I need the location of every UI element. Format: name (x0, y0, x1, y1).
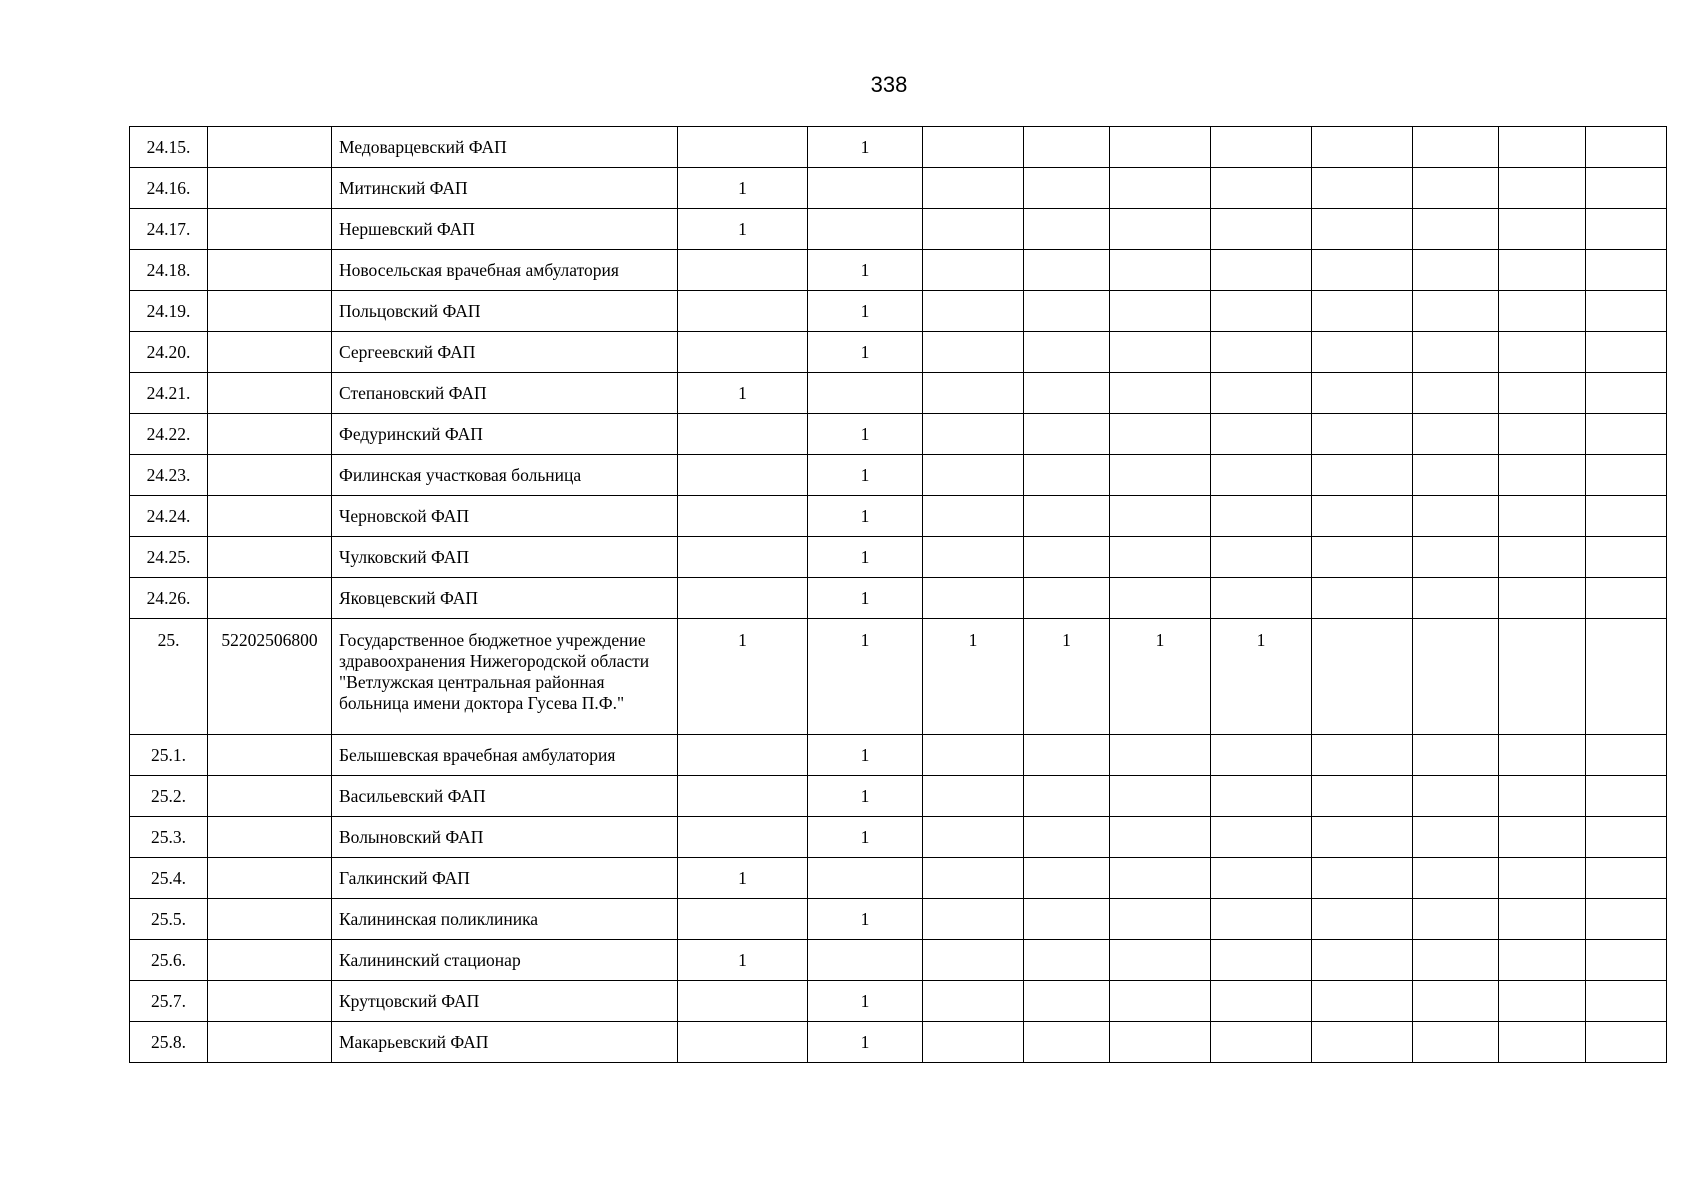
value-cell (1312, 776, 1413, 817)
value-cell (923, 940, 1024, 981)
table-row (130, 127, 1667, 168)
value-cell (923, 414, 1024, 455)
value-cell (1586, 414, 1667, 455)
value-cell: 1 (678, 168, 808, 209)
value-cell (678, 776, 808, 817)
value-cell (1499, 291, 1586, 332)
facility-name-cell: Государственное бюджетное учреждение здравоохранения Нижегородской области "Ветлужская центральная районная больница имени доктора Гусева П.Ф." (332, 619, 678, 735)
row-number-cell: 25.7. (130, 981, 208, 1022)
value-cell (1586, 127, 1667, 168)
value-cell (808, 209, 923, 250)
value-cell (1312, 209, 1413, 250)
row-number-cell: 24.20. (130, 332, 208, 373)
value-cell: 1 (808, 127, 923, 168)
table-row (130, 776, 1667, 817)
facility-name-cell: Волыновский ФАП (332, 817, 678, 858)
value-cell (923, 250, 1024, 291)
value-cell (1499, 1022, 1586, 1063)
value-cell (1110, 776, 1211, 817)
value-cell: 1 (808, 332, 923, 373)
value-cell (1110, 578, 1211, 619)
value-cell: 1 (678, 858, 808, 899)
value-cell: 1 (808, 817, 923, 858)
value-cell (1312, 1022, 1413, 1063)
org-code-cell (208, 209, 332, 250)
row-number-cell: 24.24. (130, 496, 208, 537)
value-cell (1413, 250, 1499, 291)
facility-name-cell: Сергеевский ФАП (332, 332, 678, 373)
value-cell (1211, 332, 1312, 373)
value-cell (1586, 817, 1667, 858)
value-cell (1312, 414, 1413, 455)
value-cell (923, 1022, 1024, 1063)
value-cell (1024, 250, 1110, 291)
value-cell (1413, 496, 1499, 537)
table-row (130, 858, 1667, 899)
facility-name-cell: Крутцовский ФАП (332, 981, 678, 1022)
value-cell (1110, 496, 1211, 537)
org-code-cell (208, 291, 332, 332)
value-cell (1586, 578, 1667, 619)
facility-name-cell: Яковцевский ФАП (332, 578, 678, 619)
value-cell (1110, 981, 1211, 1022)
org-code-cell (208, 735, 332, 776)
value-cell (808, 940, 923, 981)
value-cell (1586, 899, 1667, 940)
value-cell (1413, 209, 1499, 250)
value-cell (1499, 250, 1586, 291)
value-cell: 1 (808, 619, 923, 735)
facility-name-cell: Макарьевский ФАП (332, 1022, 678, 1063)
value-cell (808, 373, 923, 414)
value-cell: 1 (678, 209, 808, 250)
value-cell (1312, 981, 1413, 1022)
facilities-table (129, 126, 1667, 1063)
value-cell (1413, 414, 1499, 455)
row-number-cell: 24.21. (130, 373, 208, 414)
facility-name-cell: Белышевская врачебная амбулатория (332, 735, 678, 776)
value-cell: 1 (808, 578, 923, 619)
value-cell (1413, 981, 1499, 1022)
value-cell (1413, 578, 1499, 619)
value-cell (1024, 496, 1110, 537)
facility-name-cell: Новосельская врачебная амбулатория (332, 250, 678, 291)
value-cell (1312, 858, 1413, 899)
value-cell (1024, 981, 1110, 1022)
value-cell: 1 (808, 414, 923, 455)
value-cell (678, 332, 808, 373)
row-number-cell: 25.6. (130, 940, 208, 981)
value-cell (1413, 619, 1499, 735)
table-row (130, 981, 1667, 1022)
value-cell (1499, 817, 1586, 858)
facility-name-cell: Черновской ФАП (332, 496, 678, 537)
value-cell: 1 (808, 735, 923, 776)
value-cell (1413, 455, 1499, 496)
value-cell (923, 168, 1024, 209)
table-row (130, 735, 1667, 776)
value-cell (1110, 127, 1211, 168)
org-code-cell: 52202506800 (208, 619, 332, 735)
value-cell (1024, 332, 1110, 373)
value-cell (678, 578, 808, 619)
value-cell (923, 496, 1024, 537)
value-cell (1211, 735, 1312, 776)
value-cell (1312, 537, 1413, 578)
value-cell (1586, 981, 1667, 1022)
value-cell (1110, 291, 1211, 332)
value-cell (1499, 735, 1586, 776)
org-code-cell (208, 332, 332, 373)
facility-name-cell: Степановский ФАП (332, 373, 678, 414)
table-row (130, 899, 1667, 940)
table-row (130, 414, 1667, 455)
facility-name-cell: Польцовский ФАП (332, 291, 678, 332)
value-cell (1586, 858, 1667, 899)
value-cell (1312, 496, 1413, 537)
value-cell: 1 (808, 455, 923, 496)
value-cell (1312, 373, 1413, 414)
value-cell (1499, 981, 1586, 1022)
value-cell (678, 537, 808, 578)
table-body (130, 127, 1667, 1063)
value-cell (808, 168, 923, 209)
table-row (130, 578, 1667, 619)
value-cell (678, 981, 808, 1022)
value-cell (1024, 209, 1110, 250)
value-cell (1312, 899, 1413, 940)
row-number-cell: 25. (130, 619, 208, 735)
value-cell (678, 496, 808, 537)
value-cell (1024, 414, 1110, 455)
value-cell (1586, 291, 1667, 332)
row-number-cell: 24.25. (130, 537, 208, 578)
row-number-cell: 24.18. (130, 250, 208, 291)
value-cell (1312, 735, 1413, 776)
value-cell (923, 578, 1024, 619)
row-number-cell: 25.4. (130, 858, 208, 899)
value-cell (1024, 537, 1110, 578)
value-cell (1312, 578, 1413, 619)
value-cell (1211, 1022, 1312, 1063)
value-cell (678, 817, 808, 858)
value-cell (1110, 940, 1211, 981)
value-cell (1586, 373, 1667, 414)
value-cell (1413, 899, 1499, 940)
value-cell: 1 (1110, 619, 1211, 735)
value-cell (1211, 209, 1312, 250)
value-cell (1499, 578, 1586, 619)
org-code-cell (208, 817, 332, 858)
value-cell (1499, 168, 1586, 209)
table-row (130, 250, 1667, 291)
value-cell (1586, 209, 1667, 250)
value-cell: 1 (678, 373, 808, 414)
org-code-cell (208, 981, 332, 1022)
value-cell (1211, 858, 1312, 899)
value-cell (1499, 899, 1586, 940)
value-cell (1586, 332, 1667, 373)
table-row (130, 455, 1667, 496)
value-cell (1024, 127, 1110, 168)
value-cell (1413, 858, 1499, 899)
value-cell (1211, 455, 1312, 496)
table-row (130, 537, 1667, 578)
facility-name-cell: Митинский ФАП (332, 168, 678, 209)
row-number-cell: 25.3. (130, 817, 208, 858)
value-cell: 1 (808, 537, 923, 578)
value-cell (1312, 817, 1413, 858)
value-cell (678, 127, 808, 168)
value-cell: 1 (808, 981, 923, 1022)
value-cell: 1 (1024, 619, 1110, 735)
value-cell (1211, 291, 1312, 332)
facility-name-cell: Калининская поликлиника (332, 899, 678, 940)
org-code-cell (208, 940, 332, 981)
value-cell (1024, 817, 1110, 858)
value-cell (1499, 455, 1586, 496)
org-code-cell (208, 168, 332, 209)
table-row (130, 332, 1667, 373)
value-cell (1413, 332, 1499, 373)
value-cell (1024, 578, 1110, 619)
value-cell (1024, 776, 1110, 817)
org-code-cell (208, 373, 332, 414)
value-cell (1586, 537, 1667, 578)
value-cell (1499, 332, 1586, 373)
value-cell (1211, 899, 1312, 940)
value-cell: 1 (808, 291, 923, 332)
value-cell (1110, 209, 1211, 250)
value-cell: 1 (808, 250, 923, 291)
facility-name-cell: Калининский стационар (332, 940, 678, 981)
value-cell: 1 (678, 619, 808, 735)
value-cell (678, 291, 808, 332)
value-cell (1211, 578, 1312, 619)
value-cell (678, 414, 808, 455)
value-cell (1110, 250, 1211, 291)
facility-name-cell: Федуринский ФАП (332, 414, 678, 455)
value-cell (1586, 250, 1667, 291)
value-cell (1312, 455, 1413, 496)
value-cell (1024, 168, 1110, 209)
value-cell (1312, 619, 1413, 735)
value-cell (808, 858, 923, 899)
value-cell (923, 735, 1024, 776)
value-cell: 1 (1211, 619, 1312, 735)
value-cell (1110, 817, 1211, 858)
value-cell (1413, 817, 1499, 858)
value-cell (923, 899, 1024, 940)
value-cell (923, 858, 1024, 899)
value-cell (678, 899, 808, 940)
value-cell (1110, 537, 1211, 578)
value-cell (1312, 127, 1413, 168)
value-cell (1499, 496, 1586, 537)
table-row (130, 168, 1667, 209)
table-row (130, 1022, 1667, 1063)
value-cell (923, 209, 1024, 250)
value-cell (1413, 776, 1499, 817)
value-cell (1211, 168, 1312, 209)
org-code-cell (208, 127, 332, 168)
value-cell (1499, 940, 1586, 981)
row-number-cell: 24.26. (130, 578, 208, 619)
row-number-cell: 25.1. (130, 735, 208, 776)
value-cell (1110, 168, 1211, 209)
value-cell (923, 776, 1024, 817)
org-code-cell (208, 537, 332, 578)
value-cell (1499, 537, 1586, 578)
value-cell (1110, 373, 1211, 414)
value-cell (1586, 168, 1667, 209)
org-code-cell (208, 414, 332, 455)
value-cell (1499, 209, 1586, 250)
row-number-cell: 25.5. (130, 899, 208, 940)
value-cell (1211, 127, 1312, 168)
value-cell (1413, 537, 1499, 578)
org-code-cell (208, 1022, 332, 1063)
row-number-cell: 24.17. (130, 209, 208, 250)
value-cell: 1 (808, 1022, 923, 1063)
row-number-cell: 24.16. (130, 168, 208, 209)
value-cell: 1 (808, 899, 923, 940)
value-cell (1024, 899, 1110, 940)
value-cell (1499, 127, 1586, 168)
value-cell (678, 735, 808, 776)
value-cell (1110, 735, 1211, 776)
value-cell (923, 981, 1024, 1022)
value-cell (1110, 414, 1211, 455)
value-cell (923, 127, 1024, 168)
value-cell (1312, 332, 1413, 373)
org-code-cell (208, 578, 332, 619)
value-cell (678, 455, 808, 496)
value-cell (1211, 537, 1312, 578)
value-cell (1211, 414, 1312, 455)
value-cell (1413, 940, 1499, 981)
org-code-cell (208, 899, 332, 940)
row-number-cell: 24.19. (130, 291, 208, 332)
value-cell (1024, 940, 1110, 981)
org-code-cell (208, 250, 332, 291)
value-cell (1211, 250, 1312, 291)
org-code-cell (208, 455, 332, 496)
org-code-cell (208, 776, 332, 817)
value-cell (1413, 373, 1499, 414)
value-cell (678, 1022, 808, 1063)
value-cell (923, 817, 1024, 858)
value-cell (1110, 455, 1211, 496)
org-code-cell (208, 496, 332, 537)
value-cell (1024, 455, 1110, 496)
org-code-cell (208, 858, 332, 899)
value-cell (1110, 332, 1211, 373)
value-cell (923, 291, 1024, 332)
value-cell (1211, 981, 1312, 1022)
value-cell (1024, 291, 1110, 332)
table-row (130, 291, 1667, 332)
value-cell (1586, 776, 1667, 817)
value-cell (1211, 940, 1312, 981)
value-cell (1586, 455, 1667, 496)
value-cell (1024, 373, 1110, 414)
row-number-cell: 24.23. (130, 455, 208, 496)
value-cell (1413, 127, 1499, 168)
value-cell (1211, 496, 1312, 537)
value-cell (1024, 1022, 1110, 1063)
value-cell: 1 (808, 776, 923, 817)
value-cell (1211, 817, 1312, 858)
page-number: 338 (870, 72, 908, 97)
value-cell (1499, 858, 1586, 899)
value-cell (1499, 414, 1586, 455)
value-cell (923, 455, 1024, 496)
value-cell (1110, 899, 1211, 940)
facility-name-cell: Васильевский ФАП (332, 776, 678, 817)
value-cell (678, 250, 808, 291)
value-cell (1312, 940, 1413, 981)
value-cell (1586, 735, 1667, 776)
facility-name-cell: Филинская участковая больница (332, 455, 678, 496)
value-cell (1312, 291, 1413, 332)
table-row (130, 817, 1667, 858)
value-cell (1499, 776, 1586, 817)
value-cell: 1 (923, 619, 1024, 735)
table-row (130, 209, 1667, 250)
facility-name-cell: Галкинский ФАП (332, 858, 678, 899)
value-cell (1413, 168, 1499, 209)
value-cell (1312, 250, 1413, 291)
value-cell (1211, 776, 1312, 817)
value-cell (1586, 940, 1667, 981)
row-number-cell: 24.22. (130, 414, 208, 455)
value-cell: 1 (808, 496, 923, 537)
value-cell (1312, 168, 1413, 209)
value-cell (1024, 735, 1110, 776)
facility-name-cell: Нершевский ФАП (332, 209, 678, 250)
value-cell (923, 373, 1024, 414)
table-row (130, 496, 1667, 537)
value-cell (923, 537, 1024, 578)
value-cell: 1 (678, 940, 808, 981)
value-cell (1211, 373, 1312, 414)
value-cell (1110, 1022, 1211, 1063)
table-row (130, 940, 1667, 981)
value-cell (1413, 735, 1499, 776)
value-cell (1586, 496, 1667, 537)
value-cell (1586, 619, 1667, 735)
value-cell (1413, 1022, 1499, 1063)
row-number-cell: 25.2. (130, 776, 208, 817)
value-cell (1413, 291, 1499, 332)
facility-name-cell: Чулковский ФАП (332, 537, 678, 578)
row-number-cell: 24.15. (130, 127, 208, 168)
table-row (130, 619, 1667, 735)
value-cell (923, 332, 1024, 373)
facility-name-cell: Медоварцевский ФАП (332, 127, 678, 168)
value-cell (1024, 858, 1110, 899)
value-cell (1499, 619, 1586, 735)
row-number-cell: 25.8. (130, 1022, 208, 1063)
value-cell (1499, 373, 1586, 414)
value-cell (1110, 858, 1211, 899)
value-cell (1586, 1022, 1667, 1063)
table-row (130, 373, 1667, 414)
